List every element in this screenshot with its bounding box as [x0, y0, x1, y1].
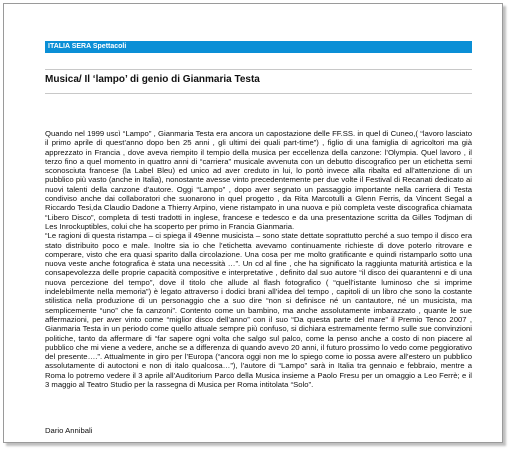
title-divider-top [45, 69, 472, 70]
article-body [45, 129, 472, 389]
article-title: Musica/ Il ‘lampo’ di genio di Gianmaria Testa [45, 74, 260, 85]
article-author: Dario Annibali [45, 426, 93, 435]
article-paragraph: “Le ragioni di questa ristampa – ci spiega il 49enne musicista – sono state dettate soprattutto perché a suo tempo il disco era stato distribuito poco e male. Inoltre sia io che l’etichetta avevamo continuamente richieste di dove poterlo ritrovare e comperare, visto che era quasi sparito dalla circolazione. Una cosa per me molto gratificante e quindi ristamparlo sotto una nuova veste anche fotografica è stata una necessità …”. Un cd al fine , che ha significato la raggiunta maturità artistica e la consapevolezza delle proprie capacità compositive e interpretative , definito dal suo autore “il disco dei quarantenni e di una nuova percezione del tempo”, dove il titolo che allude al flash fotografico ( “quell’istante luminoso che si imprime indelebilmente nella memoria”) è legato attraverso i dodici brani all’idea del tempo , capitoli di un libro che sono la costante stilistica nella produzione di un personaggio che a suo dire “non si definisce né un cantautore, né un musicista, ma semplicemente “uno” che fa canzoni”. Contento come un bambino, ma anche assolutamente imbarazzato , quante le sue affermazioni, per aver vinto come “miglior disco dell’anno” con il suo “Da questa parte del mare” il Premio Tenco 2007 , Gianmaria Testa in un periodo come quello attuale sempre più confuso, si dichiara estremamente fermo sulle sue convinzioni politiche, tanto da affermare di “far sapere ogni volta che salgo sul palco, come la penso anche a costo di non piacere al pubblico che mi viene a vedere, anche se a differenza di quando avevo 20 anni, il futuro prossimo lo vedo come peggiorativo del presente….”. Attualmente in giro per l’Europa (“ancora oggi non me lo spiego come io possa avere all’estero un pubblico assolutamente di autoctoni e non di italo qualcosa…”), l’autore di “Lampo” sarà in Italia tra gennaio e febbraio, mentre a Roma lo potremo vedere il 3 aprile all’Auditorium Parco della Musica insieme a Paolo Fresu per un omaggio a Leo Ferrè; e il 3 maggio al Teatro Studio per la rassegna di Musica per Roma intitolata “Solo”. [45, 231, 472, 390]
article-page [3, 3, 503, 443]
section-header: ITALIA SERA Spettacoli [45, 41, 472, 53]
title-divider-bottom [45, 93, 472, 94]
article-paragraph: Quando nel 1999 uscì “Lampo” , Gianmaria Testa era ancora un capostazione delle FF.SS. in quel di Cuneo,( “lavoro lasciato il primo aprile di quest’anno dopo ben 25 anni , gli ultimi dei quali part-time”) , figlio di una famiglia di agricoltori ma già apprezzato in Francia , dove aveva riempito il tempio della musica per eccellenza della canzone: l’Olympia. Quel lavoro , il terzo fino a quel momento in quattro anni di “carriera” musicale avvenuta con un debutto discografico per un etichetta semi sconosciuta francese (la Label Bleu) ed unico ad aver creduto in lui, lo portò invece alla ribalta ed all’attenzione di un pubblico più vasto (anche in Italia), nonostante avesse vinto precedentemente per due volte il Festival di Recanati dedicato ai nuovi talenti della canzone d’autore. Oggi “Lampo” , dopo aver segnato un passaggio importante nella carriera di Testa condiviso anche dai collaboratori che suonarono in quel progetto , da Rita Marcotulli a Glenn Ferris, da Vincent Segal a Riccardo Tesi,da Claudio Dadone a Thierry Arpino, viene ristampato in una nuova e più completa veste discografica chiamata “Libero Disco”, completa di testi tradotti in inglese, francese e tedesco e da una presentazione scritta da Gilles Todjman di Les Inrockuptibles, colui che ha scoperto per primo in Francia Gianmaria. [45, 129, 472, 231]
